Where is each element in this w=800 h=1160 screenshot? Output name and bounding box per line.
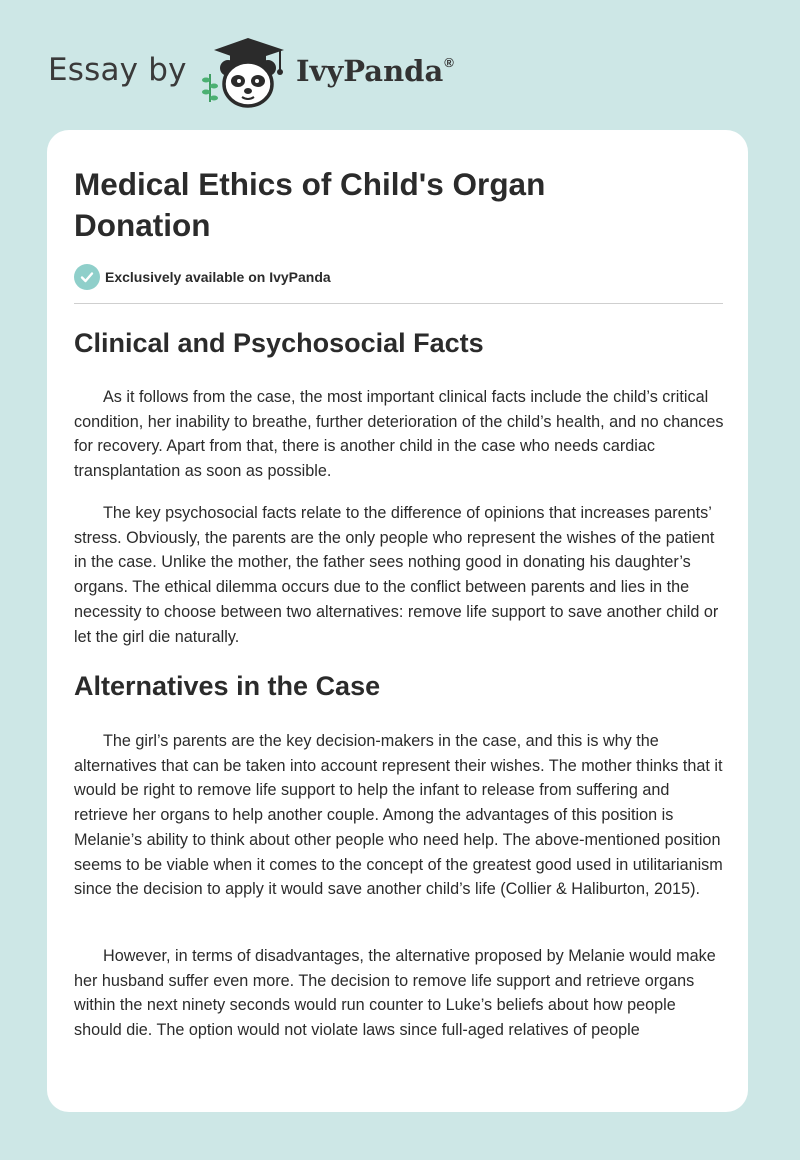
divider	[74, 303, 723, 304]
exclusive-badge	[74, 264, 331, 290]
site-header	[48, 32, 548, 112]
paragraph: The girl’s parents are the key decision-makers in the case, and this is why the alternatives that can be taken into account represent their wishes. The mother thinks that it would be right to remove life support to help the infant to release from suffering and retrieve her organs to help another couple. Among the advantages of this position is Melanie’s ability to think about other people who need help. The above-mentioned position seems to be viable when it comes to the concept of the greatest good used in utilitarianism since the decision to apply it would save another child’s life (Collier & Haliburton, 2015).	[74, 732, 723, 899]
paragraph: As it follows from the case, the most important clinical facts include the child’s critical condition, her inability to breathe, further deterioration of the child’s health, and no chances for recovery. Apart from that, there is another child in the case who needs cardiac transplantation as soon as possible.	[74, 388, 724, 481]
registered-mark: ®	[444, 55, 454, 70]
essay-by-label: Essay by	[48, 52, 187, 88]
paragraph: The key psychosocial facts relate to the difference of opinions that increases parents’ stress. Obviously, the parents are the only people who represent the wishes of the patient in the case. Unlike the mother, the father sees nothing good in donating his daughter’s organs. The ethical dilemma occurs due to the conflict between parents and lies in the necessity to choose between two alternatives: remove life support to save another child or let the girl die naturally.	[74, 504, 719, 646]
section-heading: Alternatives in the Case	[74, 671, 381, 701]
section-heading: Clinical and Psychosocial Facts	[74, 328, 484, 358]
panda-graduate-logo-icon[interactable]	[200, 34, 290, 110]
essay-card	[47, 130, 748, 1112]
badge-label: Exclusively available on IvyPanda	[105, 269, 331, 285]
page-title: Medical Ethics of Child's Organ Donation	[74, 166, 546, 243]
check-icon	[74, 264, 100, 290]
paragraph: However, in terms of disadvantages, the alternative proposed by Melanie would make her husband suffer even more. The decision to remove life support and retrieve organs within the next ninety seconds would run counter to Luke’s beliefs about how people should die. The option would not violate laws since full-aged relatives of people	[74, 947, 716, 1040]
brand-name[interactable]: IvyPanda®	[296, 54, 454, 88]
